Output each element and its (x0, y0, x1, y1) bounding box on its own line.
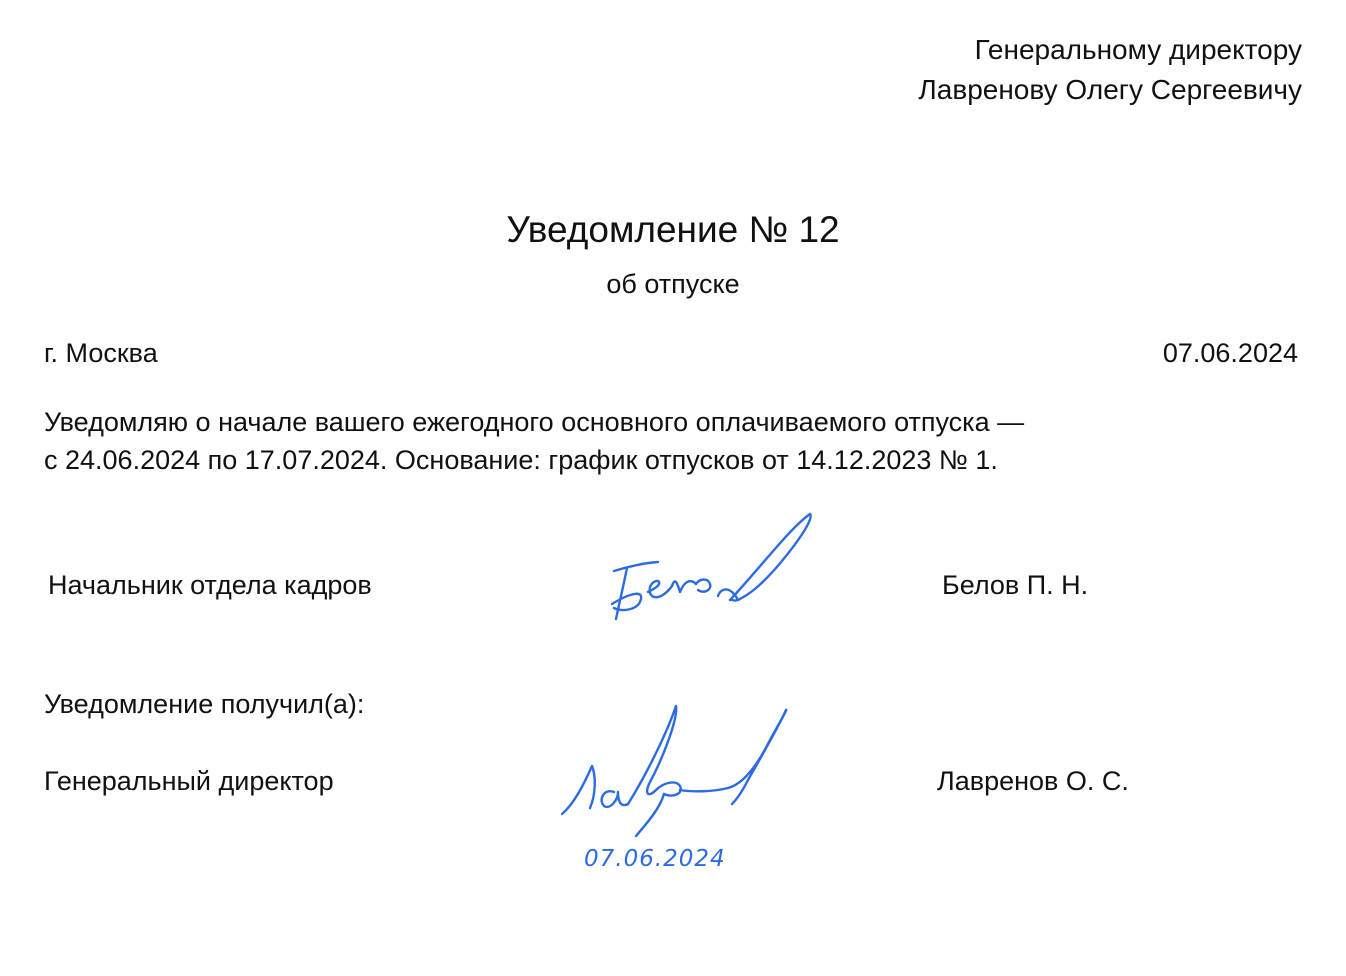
signatory-signature-image (600, 508, 820, 628)
document-subtitle: об отпуске (606, 269, 740, 299)
recipient-position: Генеральный директор (44, 766, 334, 796)
recipient-name: Лавренов О. С. (937, 766, 1129, 796)
body-line-2: с 24.06.2024 по 17.07.2024. Основание: график отпусков от 14.12.2023 № 1. (44, 445, 998, 475)
addressee-line-position: Генеральному директору (974, 34, 1302, 65)
handwritten-date: 07.06.2024 (584, 846, 726, 872)
addressee-block (918, 30, 1302, 110)
document-title: Уведомление № 12 (506, 209, 840, 250)
notification-body (44, 403, 1024, 479)
signatory-position: Начальник отдела кадров (48, 570, 372, 600)
document-date: 07.06.2024 (1162, 338, 1298, 368)
body-line-1: Уведомляю о начале вашего ежегодного основного оплачиваемого отпуска — (44, 407, 1025, 437)
document-place: г. Москва (44, 338, 158, 368)
signatory-name: Белов П. Н. (942, 570, 1089, 600)
receipt-label: Уведомление получил(а): (44, 689, 365, 719)
recipient-signature-image (552, 700, 798, 840)
addressee-line-name: Лавренову Олегу Сергеевичу (918, 74, 1302, 105)
